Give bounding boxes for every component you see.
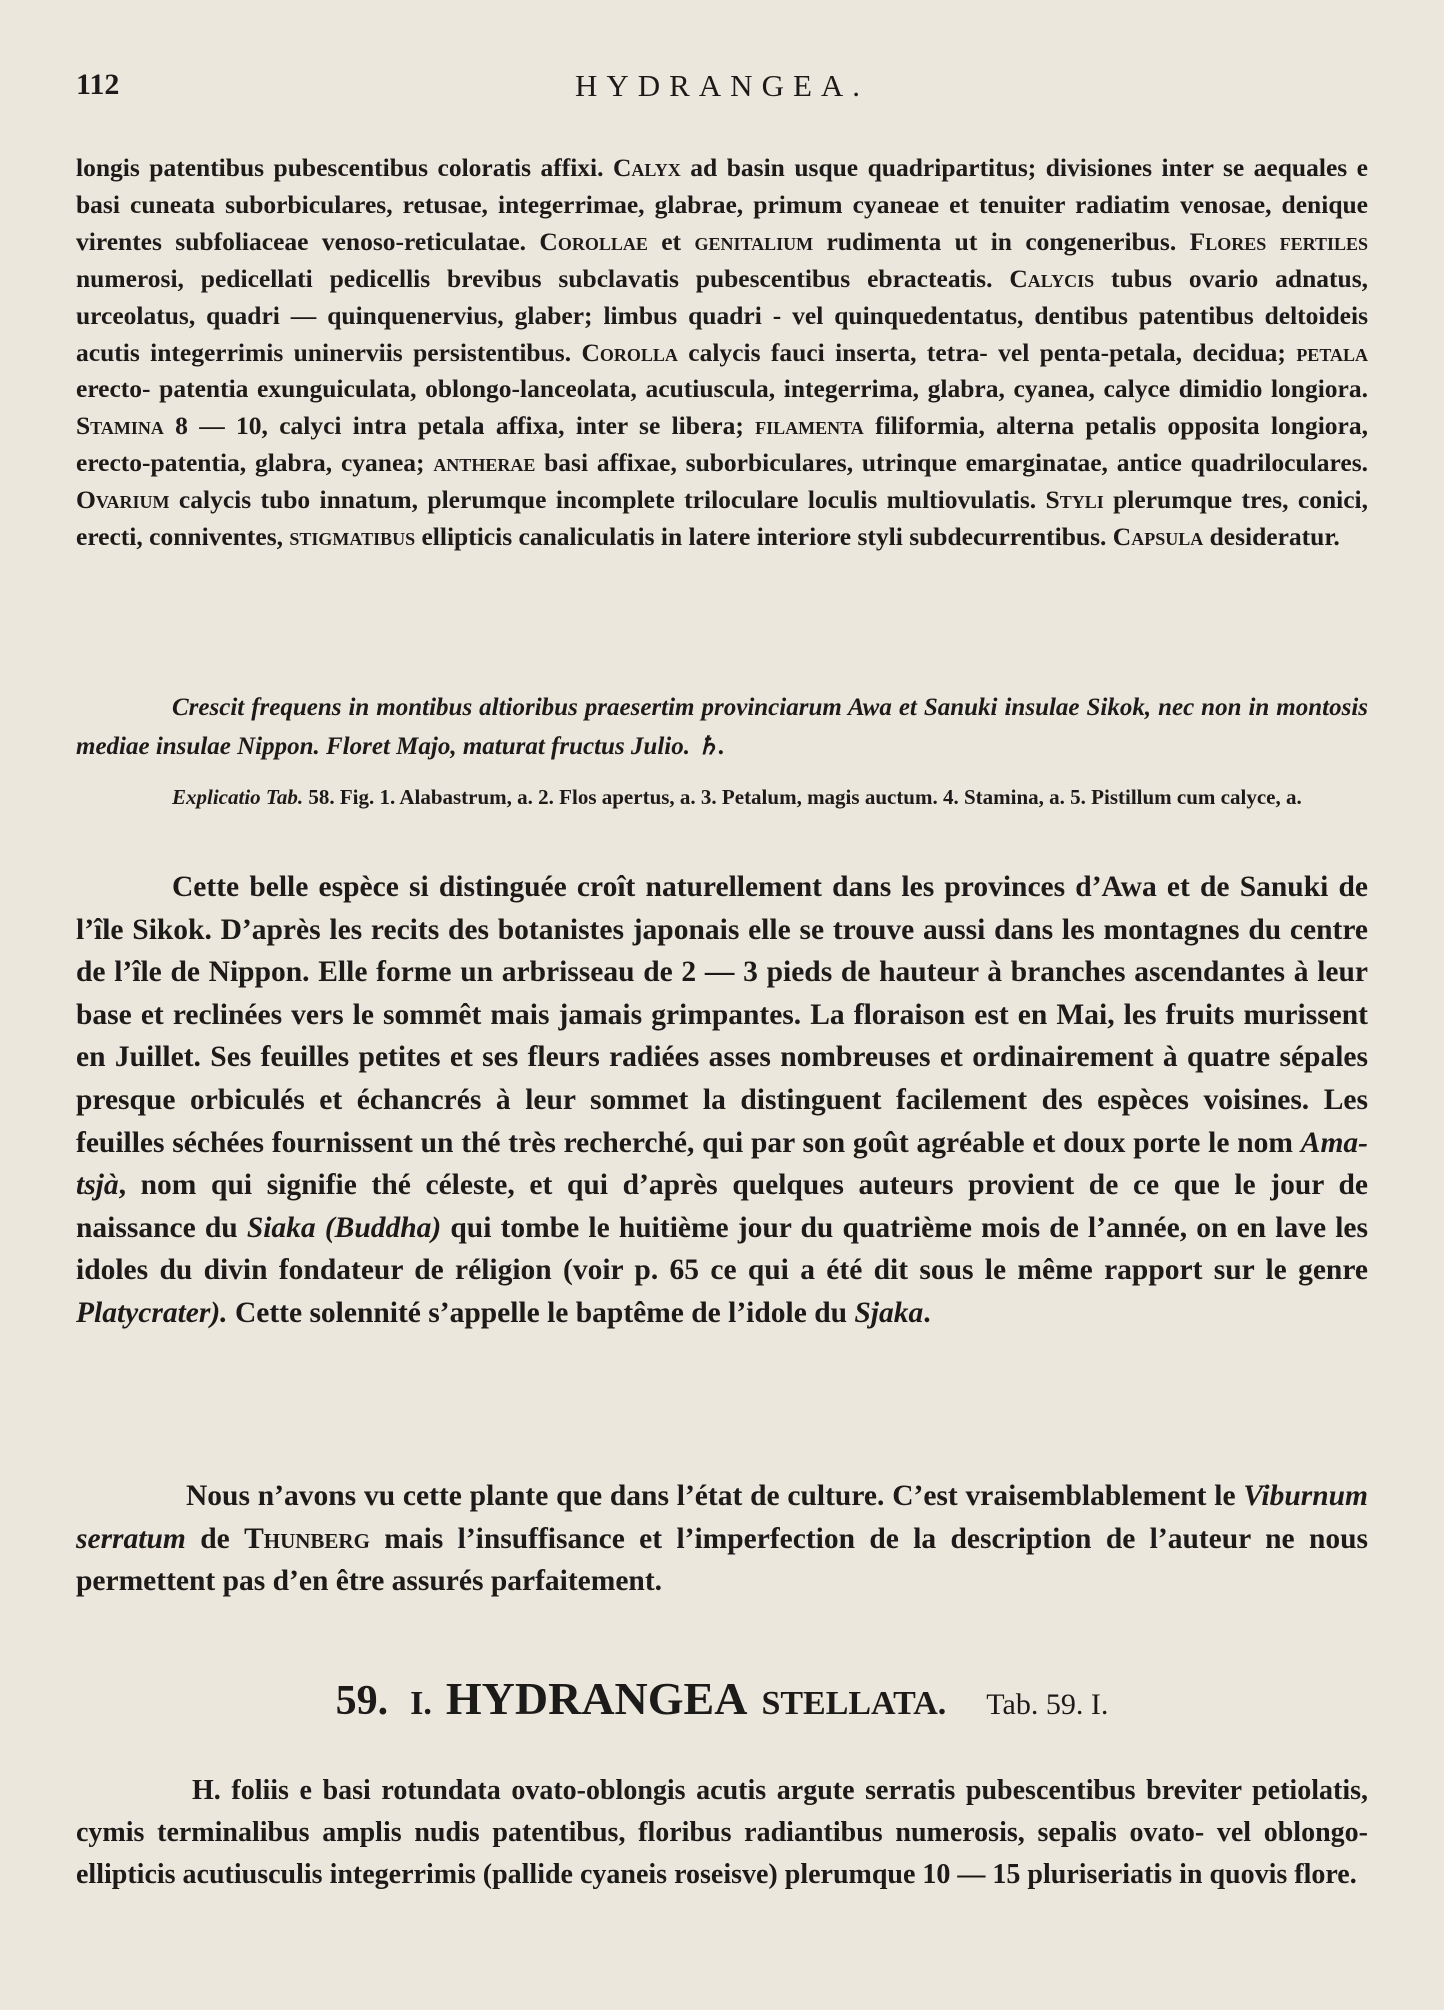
text-segment: Cette solennité s’appelle le baptême de l’idole du xyxy=(227,1296,855,1329)
text-segment: desideratur. xyxy=(1203,522,1340,552)
text-segment: de xyxy=(185,1522,245,1555)
term-calycis: Calycis xyxy=(1009,263,1095,293)
term-genitalium: genitalium xyxy=(694,226,814,256)
term-corolla: Corolla xyxy=(581,337,678,367)
text-segment: numerosi, pedicellati pedicellis brevibus subclavatis pubescentibus ebracteatis. xyxy=(76,263,1010,293)
term-filamenta: filamenta xyxy=(755,411,864,441)
habitat-note: Crescit frequens in montibus altioribus praesertim provinciarum Awa et Sanuki insulae Sikok, nec non in montosis mediae insulae Nippon. Floret Majo, maturat fructus Julio. ♄. xyxy=(76,694,1368,760)
text-segment: plerumque tres, conici, erecti, conniventes, xyxy=(76,485,1368,552)
text-segment: calycis fauci inserta, tetra- vel penta-petala, decidua; xyxy=(677,337,1297,367)
page-number: 112 xyxy=(76,68,120,101)
text-segment: ellipticis canaliculatis in latere interiore styli subdecurrentibus. xyxy=(415,522,1113,552)
text-segment: ad basin usque quadripartitus; divisiones inter se aequales e basi cuneata suborbiculares, retusae, integerrimae, glabrae, primum cyaneae et tenuiter radiatim venosae, denique virentes subfoliaceae venoso-reticulatae. xyxy=(76,153,1368,256)
term-ovarium: Ovarium xyxy=(76,485,170,515)
text-segment: qui tombe le huitième jour du quatrième mois de l’année, on en lave les idoles du divin fondateur de réligion (voir p. 65 ce qui a été dit sous le même rapport sur le genre xyxy=(76,1211,1368,1287)
term-petala: petala xyxy=(1296,337,1368,367)
text-segment: Nous n’avons vu cette plante que dans l’état de culture. C’est vraisemblablement le xyxy=(186,1480,1244,1512)
plate-explanation-text: 58. Fig. 1. Alabastrum, a. 2. Flos apertus, a. 3. Petalum, magis auctum. 4. Stamina, a. 5. Pistillum cum calyce, a. xyxy=(303,785,1302,809)
term-siaka: Siaka (Buddha) xyxy=(246,1211,442,1244)
term-antherae: antherae xyxy=(433,448,536,478)
text-segment: , nom qui signifie thé céleste, et qui d’après quelques auteurs provient de ce que le jour de naissance du xyxy=(76,1169,1368,1244)
page-header xyxy=(76,68,1368,118)
text-segment: basi affixae, suborbiculares, utrinque emarginatae, antice quadriloculares. xyxy=(535,448,1368,478)
text-segment: erecto- patentia exunguiculata, oblongo-lanceolata, acutiuscula, integerrima, glabra, cyanea, calyce dimidio longiora. xyxy=(76,374,1368,404)
term-flores-fertiles: Flores fertiles xyxy=(1189,226,1369,256)
french-paragraph-1 xyxy=(76,866,1368,1335)
term-stamina: Stamina xyxy=(76,411,164,441)
term-corollae: Corollae xyxy=(539,226,648,256)
term-sjaka: Sjaka xyxy=(854,1296,924,1329)
text-segment: 8 — 10, calyci intra petala affixa, inter se libera; xyxy=(163,411,756,441)
term-capsula: Capsula xyxy=(1112,522,1204,552)
species-number: 59. xyxy=(335,1678,389,1724)
text-segment: calycis tubo innatum, plerumque incomplete triloculare loculis multiovulatis. xyxy=(169,485,1046,515)
species-heading xyxy=(76,1672,1368,1732)
term-ama-tsja: Ama-tsjà xyxy=(76,1126,1368,1202)
french-paragraph-2 xyxy=(76,1475,1368,1603)
term-viburnum: Viburnum serratum xyxy=(76,1480,1368,1555)
term-calyx: Calyx xyxy=(613,153,681,182)
text-segment: Cette belle espèce si distinguée croît naturellement dans les provinces d’Awa et de Sanuki de l’île Sikok. D’après les recits des botanistes japonais elle se trouve aussi dans les montagnes du centre de l’île de Nippon. Elle forme un arbrisseau de 2 — 3 pieds de hauteur à branches ascendantes à leur base et reclinées vers le sommêt mais jamais grimpantes. La floraison est en Mai, les fruits murissent en Juillet. Ses feuilles petites et ses fleurs radiées asses nombreuses et ordinairement à quatre sépales presque orbiculés et échancrés à leur sommet la distinguent facilement des espèces voisines. Les feuilles séchées fournissent un thé très recherché, qui par son goût agréable et doux porte le nom xyxy=(76,871,1368,1159)
species-plate-ref: Tab. 59. I. xyxy=(986,1688,1109,1721)
term-stigmatibus: stigmatibus xyxy=(289,522,416,552)
term-platycrater: Platycrater). xyxy=(76,1296,228,1329)
term-styli: Styli xyxy=(1045,485,1104,515)
plate-explanation-label: Explicatio Tab. xyxy=(172,785,304,809)
species-diagnosis: H. foliis e basi rotundata ovato-oblongis acutis argute serratis pubescentibus breviter petiolatis, cymis terminalibus amplis nudis patentibus, floribus radiantibus numerosis, sepalis ovato- vel oblongo-ellipticis acutiusculis integerrimis (pallide cyaneis roseisve) plerumque 10 — 15 pluriseriatis in quovis flore. xyxy=(76,1775,1368,1890)
text-segment: rudimenta ut in congeneribus. xyxy=(813,226,1190,256)
species-roman: I. xyxy=(410,1685,432,1722)
plate-explanation xyxy=(76,781,1368,814)
text-segment: filiformia, alterna petalis opposita longiora, erecto-patentia, glabra, cyanea; xyxy=(76,411,1368,478)
species-epithet: STELLATA. xyxy=(761,1685,947,1722)
species-genus: HYDRANGEA xyxy=(445,1673,748,1724)
running-title: HYDRANGEA. xyxy=(574,68,870,103)
text-segment: mais l’insuffisance et l’imperfection de la description de l’auteur ne nous permettent pas d’en être assurés parfaitement. xyxy=(76,1522,1368,1598)
author-thunberg: Thunberg xyxy=(244,1522,370,1555)
text-segment: et xyxy=(647,226,695,256)
text-segment: tubus ovario adnatus, urceolatus, quadri — quinquenervius, glaber; limbus quadri - vel quinquedentatus, dentibus patentibus deltoideis acutis integerrimis uninerviis persistentibus. xyxy=(76,263,1368,367)
text-segment: longis patentibus pubescentibus coloratis affixi. xyxy=(76,153,614,182)
latin-description xyxy=(76,150,1368,556)
text-segment: . xyxy=(923,1296,931,1329)
